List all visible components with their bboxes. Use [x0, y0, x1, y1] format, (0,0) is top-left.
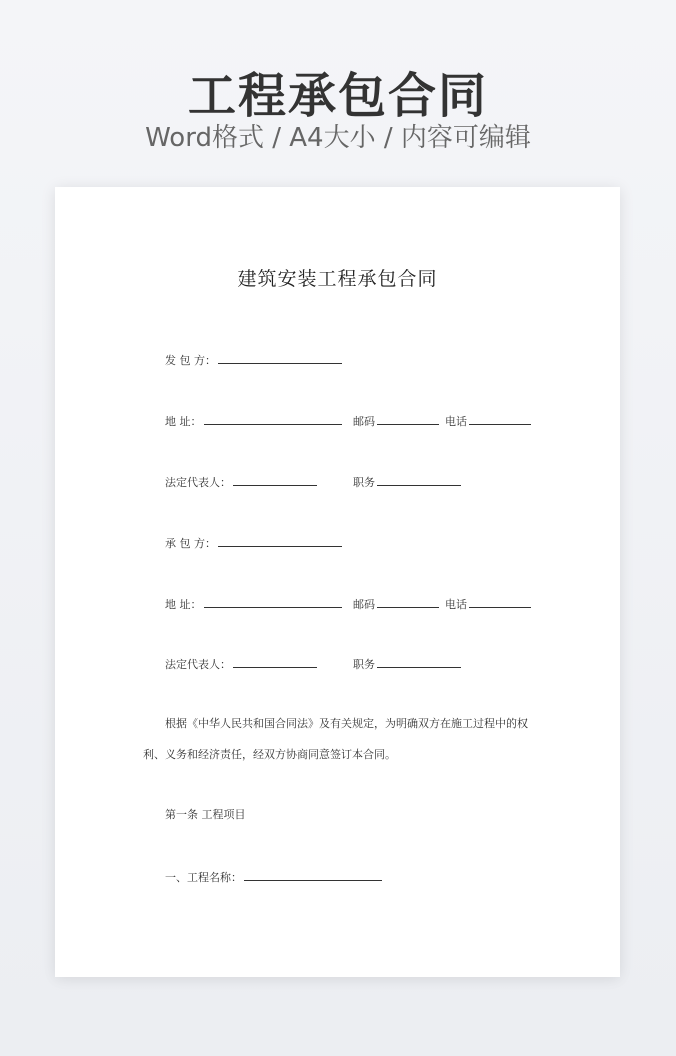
- contractor-postcode: [353, 595, 439, 613]
- postcode-label: 邮码: [353, 598, 375, 611]
- contractor-legal-rep-row: [165, 655, 545, 673]
- legal-rep-label: 法定代表人：: [165, 476, 231, 489]
- contractor-position: [353, 655, 461, 673]
- hero-subtitle: Word格式 / A4大小 / 内容可编辑: [145, 123, 531, 153]
- contractor-label: 承 包 方：: [165, 537, 216, 550]
- employer-legal-rep-blank[interactable]: [233, 473, 317, 486]
- contractor-legal-rep-blank[interactable]: [233, 655, 317, 668]
- article-1-heading: 第一条 工程项目: [165, 808, 246, 821]
- hero-title: 工程承包合同: [187, 68, 488, 124]
- basis-line-2: 利、义务和经济责任，经双方协商同意签订本合同。: [143, 748, 396, 761]
- contractor-position-blank[interactable]: [377, 655, 461, 668]
- employer-phone-blank[interactable]: [469, 412, 531, 425]
- phone-label: 电话: [445, 598, 467, 611]
- employer-postcode-blank[interactable]: [377, 412, 439, 425]
- employer-row: [165, 351, 342, 369]
- employer-phone: [445, 412, 531, 430]
- address-label: 地 址：: [165, 415, 202, 428]
- contractor-phone: [445, 595, 531, 613]
- document-page: [55, 187, 620, 977]
- employer-blank[interactable]: [218, 351, 342, 364]
- contractor-row: [165, 534, 342, 552]
- contractor-address-row: [165, 595, 545, 613]
- employer-legal-rep-row: [165, 473, 545, 491]
- employer-position-blank[interactable]: [377, 473, 461, 486]
- contractor-postcode-blank[interactable]: [377, 595, 439, 608]
- contractor-blank[interactable]: [218, 534, 342, 547]
- contractor-phone-blank[interactable]: [469, 595, 531, 608]
- employer-postcode: [353, 412, 439, 430]
- employer-address-row: [165, 412, 545, 430]
- project-name-row: [165, 868, 382, 886]
- postcode-label: 邮码: [353, 415, 375, 428]
- project-name-label: 一、工程名称：: [165, 871, 242, 884]
- employer-label: 发 包 方：: [165, 354, 216, 367]
- contractor-address-blank[interactable]: [204, 595, 342, 608]
- document-title: 建筑安装工程承包合同: [237, 268, 438, 290]
- project-name-blank[interactable]: [244, 868, 382, 881]
- address-label: 地 址：: [165, 598, 202, 611]
- basis-line-1: 根据《中华人民共和国合同法》及有关规定，为明确双方在施工过程中的权: [165, 717, 528, 730]
- employer-position: [353, 473, 461, 491]
- phone-label: 电话: [445, 415, 467, 428]
- legal-rep-label: 法定代表人：: [165, 658, 231, 671]
- position-label: 职务: [353, 658, 375, 671]
- employer-address-blank[interactable]: [204, 412, 342, 425]
- position-label: 职务: [353, 476, 375, 489]
